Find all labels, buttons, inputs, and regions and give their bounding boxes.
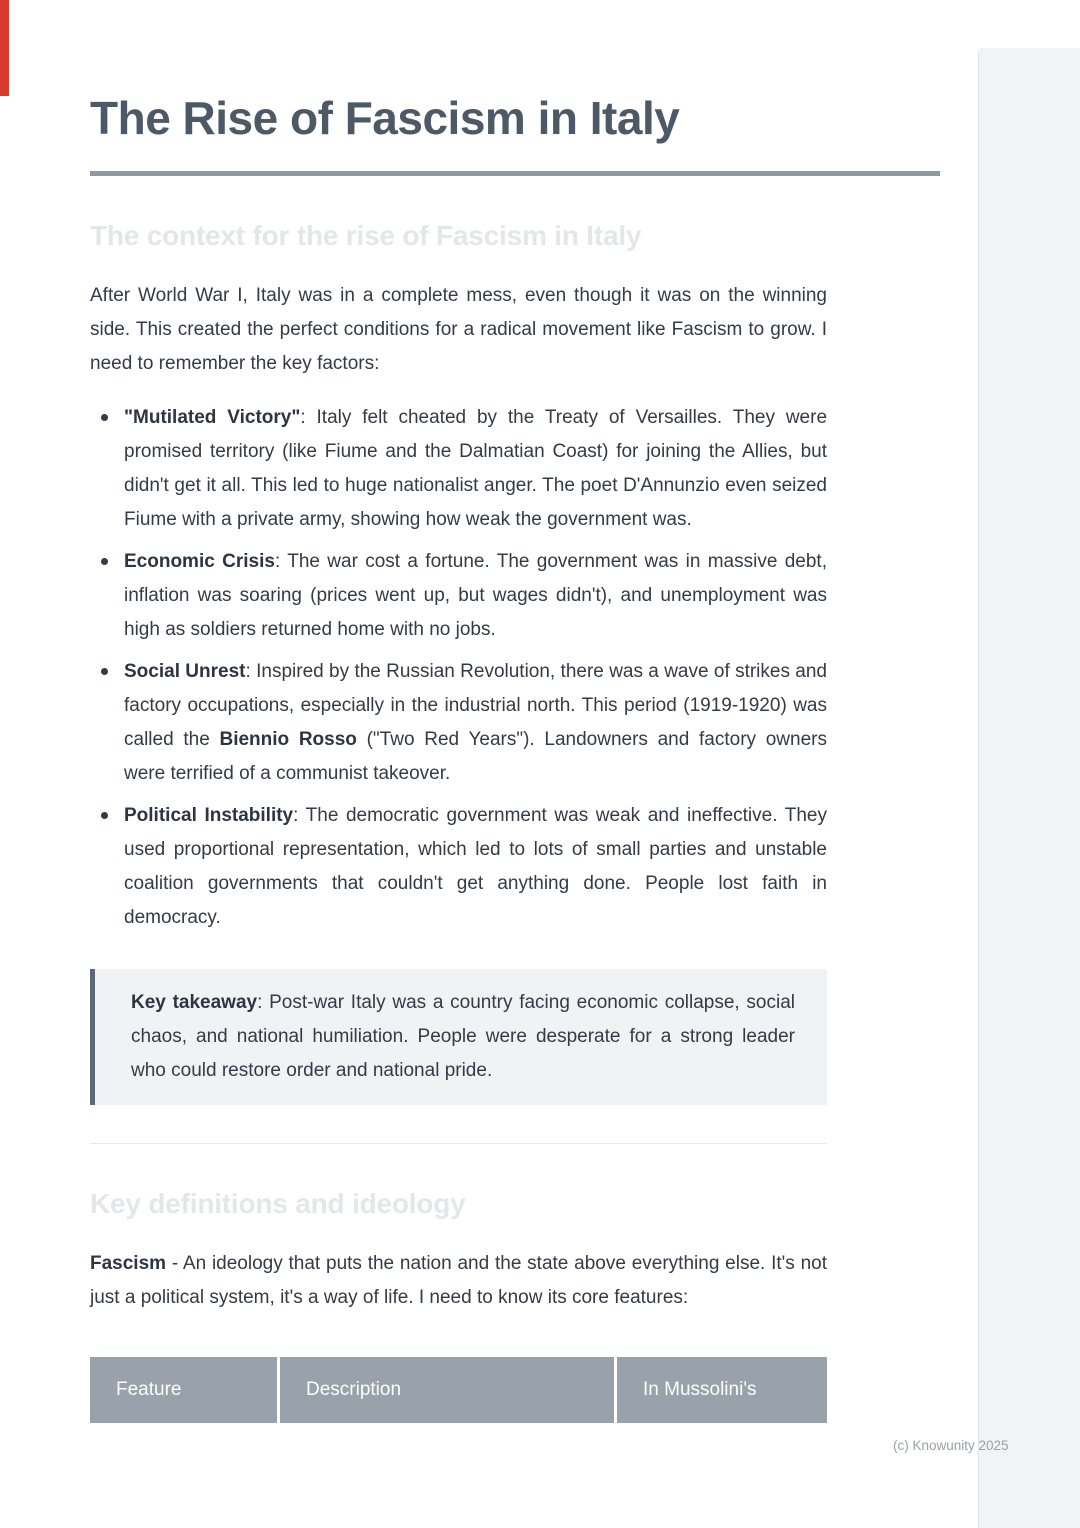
bullet-dot bbox=[101, 558, 108, 565]
bullet-dot bbox=[101, 812, 108, 819]
section-heading-definitions: Key definitions and ideology bbox=[90, 1187, 466, 1219]
list-item: Economic Crisis: The war cost a fortune. The government was in massive debt, inflation was soaring (prices went up, but wages didn't), and unemployment was high as soldiers returned home with no jobs. bbox=[90, 545, 827, 647]
list-item: "Mutilated Victory": Italy felt cheated by the Treaty of Versailles. They were promised territory (like Fiume and the Dalmatian Coast) for joining the Allies, but didn't get it all. This led to huge nationalist anger. The poet D'Annunzio even seized Fiume with a private army, showing how weak the government was. bbox=[90, 401, 827, 537]
title-underline-rule bbox=[90, 171, 940, 176]
section-heading-context: The context for the rise of Fascism in Italy bbox=[90, 219, 642, 251]
right-gutter bbox=[978, 48, 1080, 1528]
fascism-definition-text: - An ideology that puts the nation and the state above everything else. It's not just a political system, it's a way of life. I need to know its core features: bbox=[90, 1252, 827, 1308]
bullet-dot bbox=[101, 414, 108, 421]
fascism-term: Fascism bbox=[90, 1252, 167, 1274]
key-takeaway-label: Key takeaway bbox=[131, 991, 258, 1013]
key-takeaway-text bbox=[131, 986, 795, 1088]
page-content bbox=[90, 0, 827, 1423]
page-title: The Rise of Fascism in Italy bbox=[90, 92, 680, 144]
key-factors-list bbox=[90, 401, 827, 935]
table-header-feature: Feature bbox=[90, 1357, 277, 1423]
table-header-description: Description bbox=[280, 1357, 614, 1423]
key-takeaway-callout bbox=[90, 969, 827, 1105]
watermark-text: (c) Knowunity 2025 bbox=[893, 1438, 1009, 1453]
list-item: Political Instability: The democratic government was weak and ineffective. They used proportional representation, which led to lots of small parties and unstable coalition governments that couldn't get anything done. People lost faith in democracy. bbox=[90, 799, 827, 935]
bullet-dot bbox=[101, 668, 108, 675]
table-header-mussolini: In Mussolini's bbox=[617, 1357, 827, 1423]
intro-paragraph: After World War I, Italy was in a complete mess, even though it was on the winning side. This created the perfect conditions for a radical movement like Fascism to grow. I need to remember the key factors: bbox=[90, 284, 827, 374]
key-takeaway-body: : Post-war Italy was a country facing economic collapse, social chaos, and national humiliation. People were desperate for a strong leader who could restore order and national pride. bbox=[131, 991, 795, 1081]
fascism-definition-paragraph bbox=[90, 1247, 827, 1315]
red-corner-marker bbox=[0, 0, 9, 96]
list-item: Social Unrest: Inspired by the Russian Revolution, there was a wave of strikes and factory occupations, especially in the industrial north. This period (1919-1920) was called the Biennio Rosso ("Two Red Years"). Landowners and factory owners were terrified of a communist takeover. bbox=[90, 655, 827, 791]
section-divider bbox=[90, 1143, 827, 1144]
features-table-header bbox=[90, 1357, 827, 1423]
